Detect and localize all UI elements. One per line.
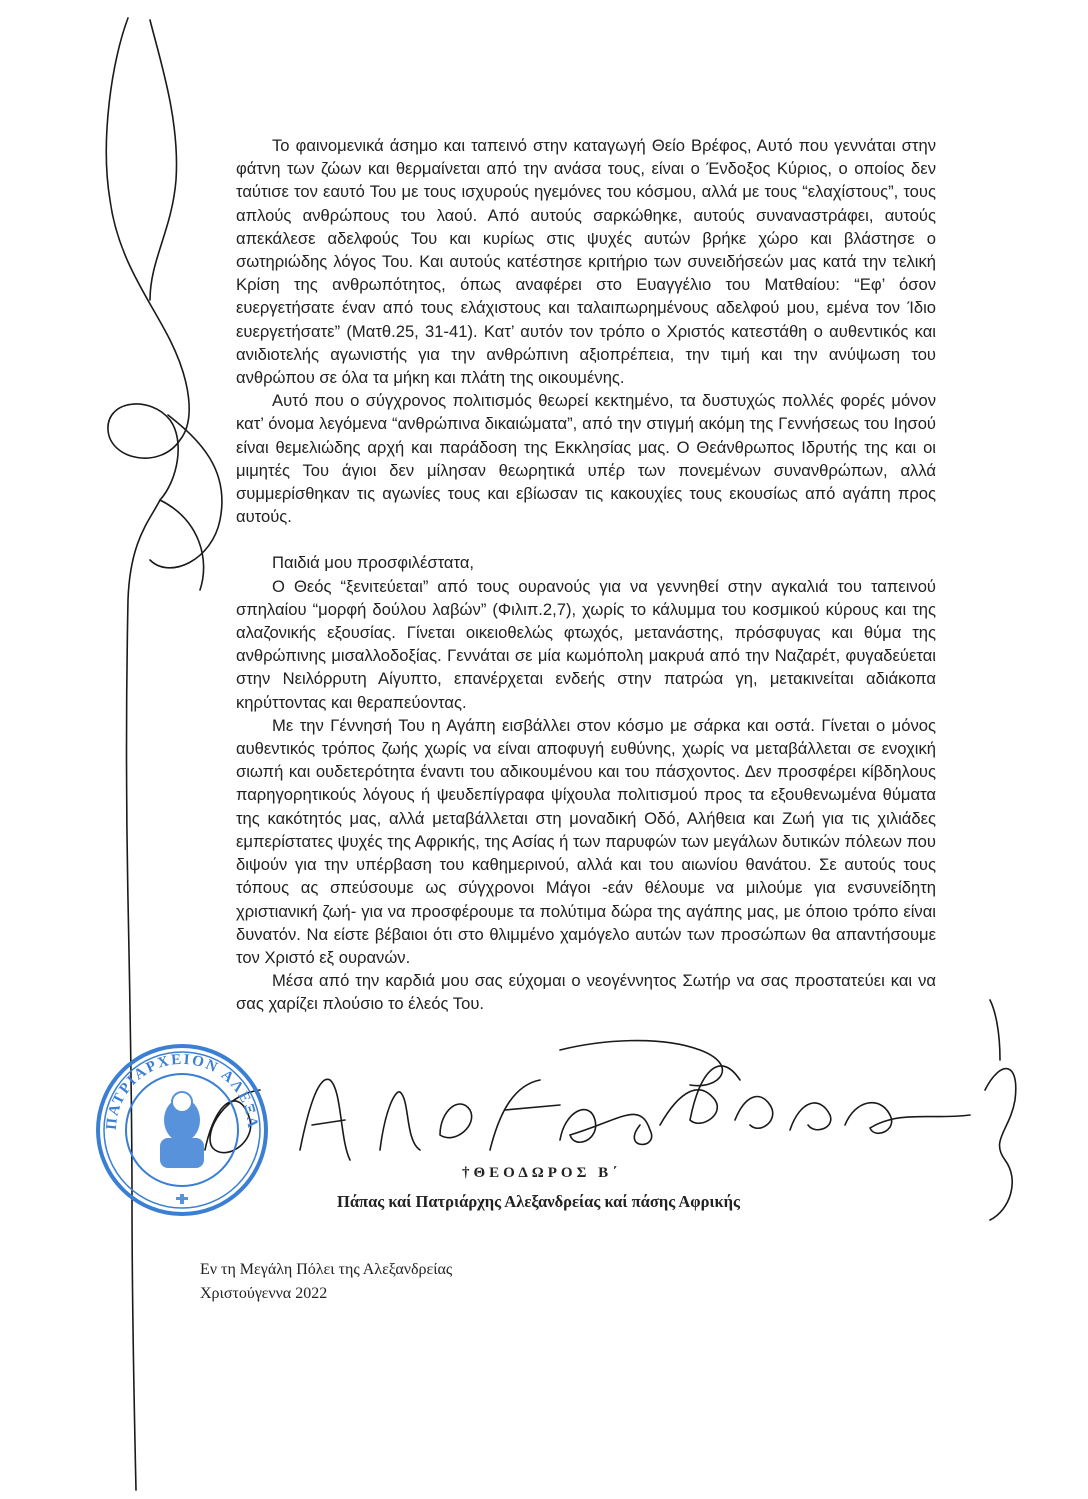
paragraph-1: Το φαινομενικά άσημο και ταπεινό στην καταγωγή Θείο Βρέφος, Αυτό που γεννάται στην φάτνη των ζώων και θερμαίνεται από την ανάσα τους, είναι ο Ένδοξος Κύριος, ο οποίος δεν ταύτισε τον εαυτό Του με τους ισχυρούς ηγεμόνες του κόσμου, αλλά με τους “ελαχίστους”, τους απλούς ανθρώπους του λαού. Από αυτούς σαρκώθηκε, αυτούς συναναστράφει, αυτούς απεκάλεσε αδελφούς Του και κυρίως στις ψυχές αυτών βρήκε χώρο και βλάστησε ο σωτηριώδης λόγος Του. Και αυτούς κατέστησε κριτήριο των συνειδήσεών μας κατά την τελική Κρίση της ανθρωπότητος, όπως αναφέρει στο Ευαγγέλιο του Ματθαίου: “Εφ’ όσον ευεργετήσατε έναν από τους ελάχιστους και ταλαιπωρημένους αδελφού μου, εμένα τον Ίδιο ευεργετήσατε” (Ματθ.25, 31-41). Κατ’ αυτόν τον τρόπο ο Χριστός κατεστάθη ο αυθεντικός και ανιδιοτελής αγωνιστής για την ανθρώπινη αξιοπρέπεια, την τιμή και την ανύψωση του ανθρώπου σε όλα τα μήκη και πλάτη της οικουμένης. [236,136,936,388]
place-and-date [200,1258,452,1306]
paragraph-3: Ο Θεός “ξενιτεύεται” από τους ουρανούς για να γεννηθεί στην αγκαλιά του ταπεινού σπηλαίου “μορφή δούλου λαβών” (Φιλιπ.2,7), χωρίς το κάλυμμα του κοσμικού κύρους και της αλαζονικής εξουσίας. Γίνεται οικειοθελώς φτωχός, μετανάστης, πρόσφυγας και θύμα της ανθρώπινης μισαλλοδοξίας. Γεννάται σε μία κωμόπολη μακρυά από την Ναζαρέτ, φυγαδεύεται στην Νειλόρρυτη Αίγυπτο, επανέρχεται ενδεής στην πατρώα γη, μετακινείται αδιάκοπα κηρύττοντας και θεραπεύοντας. [236,576,936,712]
place-line: Εν τη Μεγάλη Πόλει της Αλεξανδρείας [200,1261,453,1278]
signature-title: Πάπας καί Πατριάρχης Αλεξανδρείας καί πάσης Αφρικής [337,1192,741,1211]
paragraph-5: Μέσα από την καρδιά μου σας εύχομαι ο νεογέννητος Σωτήρ να σας προστατεύει και να σας χαρίζει πλούσιο το έλεός Του. [236,971,936,1014]
date-line: Χριστούγεννα 2022 [200,1285,328,1302]
patriarchate-seal [94,1040,270,1220]
seal-icon [94,1040,270,1220]
paragraph-4: Με την Γέννησή Του η Αγάπη εισβάλλει στον κόσμο με σάρκα και οστά. Γίνεται ο μόνος αυθεντικός τρόπος ζωής χωρίς να είναι αποφυγή ευθύνης, χωρίς να μεταβάλλεται σε ενοχική σιωπή και ουδετερότητα έναντι του αδικουμένου και του πάσχοντος. Δεν προσφέρει κίβδηλους παρηγορητικούς λόγους ή ψευδεπίγραφα ψίχουλα πολιτισμού προς τα εξουθενωμένα θύματα της κακότητός μας, αλλά μεταβάλλεται στη μοναδική Οδό, Αλήθεια και Ζωή για τις χιλιάδες εμπερίστατες ψυχές της Αφρικής, της Ασίας ή των παρυφών των μεγάλων δυτικών πόλεων που διψούν για την υπέρβαση του καθημερινού, αλλά και του αιωνίου θανάτου. Σε αυτούς τους τόπους ας σπεύσουμε ως σύγχρονοι Μάγοι -εάν θέλουμε να μιλούμε για ενσυνείδητη χριστιανική ζωή- για να προσφέρουμε τα πολύτιμα δώρα της αγάπης μας, με όποιο τρόπο είναι δυνατόν. Να είστε βέβαιοι ότι στο θλιμμένο χαμόγελο αυτών των προσώπων θα απαντήσουμε τον Χριστό εξ ουρανών. [236,715,936,967]
letter-body [236,134,936,1016]
paragraph-2: Αυτό που ο σύγχρονος πολιτισμός θεωρεί κεκτημένο, τα δυστυχώς πολλές φορές μόνον κατ’ όνομα λεγόμενα “ανθρώπινα δικαιώματα”, από την στιγμή ακόμη της Γεννήσεως του Ιησού είναι θεμελιώδης αρχή και παράδοση της Εκκλησίας μας. Ο Θεάνθρωπος Ιδρυτής της και οι μιμητές Του άγιοι δεν μίλησαν θεωρητικά υπέρ των πονεμένων συνανθρώπων, αλλά συμμερίσθηκαν τις αγωνίες τους και εβίωσαν τις κακουχίες τους εκουσίως από αγάπη προς αυτούς. [236,391,936,527]
salutation: Παιδιά μου προσφιλέστατα, [272,553,475,573]
signature-name: †ΘΕΟΔΩΡΟΣ Β΄ [462,1165,622,1181]
svg-text:ΠΑΤΡΙΑΡΧΕΙΟΝ ΑΛΕΞΑΝΔΡΕΙΑΣ: ΠΑΤΡΙΑΡΧΕΙΟΝ ΑΛΕΞΑ [103,1051,261,1131]
